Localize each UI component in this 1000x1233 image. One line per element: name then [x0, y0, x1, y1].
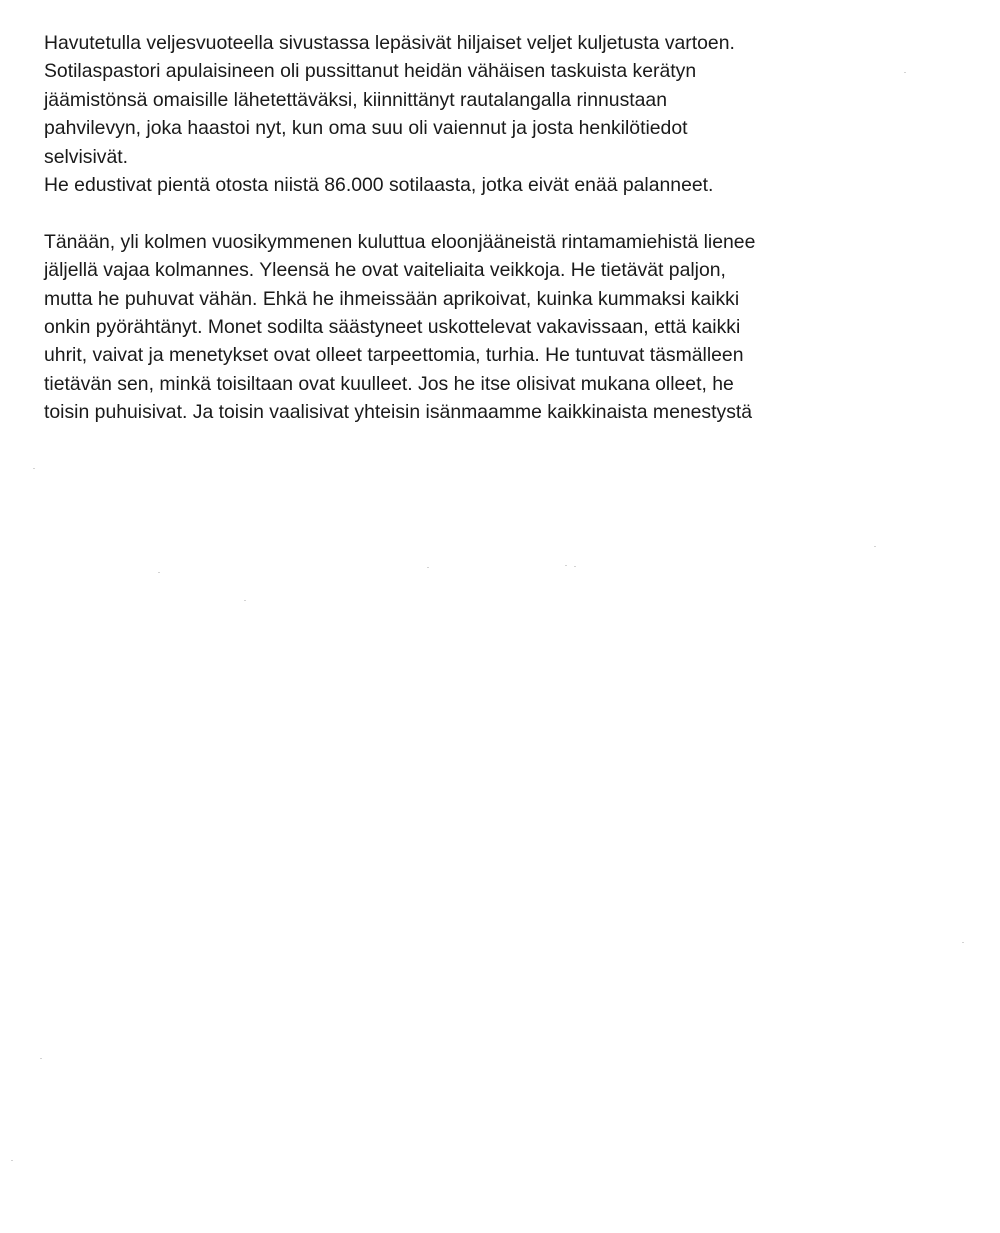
scan-speck: [574, 566, 576, 567]
text-line: pahvilevyn, joka haastoi nyt, kun oma suu oli vaiennut ja josta henkilötiedot: [44, 117, 688, 140]
text-line: Tänään, yli kolmen vuosikymmenen kuluttua eloonjääneistä rintamamiehistä lienee: [44, 230, 756, 253]
scan-speck: [244, 600, 246, 601]
text-line: uhrit, vaivat ja menetykset ovat olleet tarpeettomia, turhia. He tuntuvat täsmälleen: [44, 344, 744, 367]
text-line: Sotilaspastori apulaisineen oli pussittanut heidän vähäisen taskuista kerätyn: [44, 60, 697, 83]
text-line: tietävän sen, minkä toisiltaan ovat kuulleet. Jos he itse olisivat mukana olleet, he: [44, 372, 734, 395]
document-body: [44, 29, 944, 427]
text-line: jäljellä vajaa kolmannes. Yleensä he ovat vaiteliaita veikkoja. He tietävät paljon,: [44, 259, 726, 282]
scan-speck: [962, 942, 964, 943]
scan-speck: [874, 546, 876, 547]
scan-speck: [40, 1058, 42, 1059]
scan-speck: [427, 567, 429, 568]
text-line: mutta he puhuvat vähän. Ehkä he ihmeissään aprikoivat, kuinka kummaksi kaikki: [44, 287, 740, 310]
scan-speck: [904, 72, 906, 73]
text-line: toisin puhuisivat. Ja toisin vaalisivat yhteisin isänmaamme kaikkinaista menestystä: [44, 401, 753, 424]
scan-speck: [11, 1160, 13, 1161]
text-line: onkin pyörähtänyt. Monet sodilta säästyneet uskottelevat vakavissaan, että kaikki: [44, 316, 741, 339]
scan-speck: [565, 565, 567, 566]
scan-speck: [158, 572, 160, 573]
paragraph-2: [44, 228, 944, 427]
paragraph-gap: [44, 199, 944, 227]
text-line: jäämistönsä omaisille lähetettäväksi, kiinnittänyt rautalangalla rinnustaan: [44, 88, 668, 111]
text-line: Havutetulla veljesvuoteella sivustassa lepäsivät hiljaiset veljet kuljetusta vartoen.: [44, 32, 735, 54]
text-line: He edustivat pientä otosta niistä 86.000 sotilaasta, jotka eivät enää palanneet.: [44, 174, 714, 197]
text-line: selvisivät.: [44, 145, 129, 168]
scan-speck: [33, 468, 35, 469]
paragraph-1: [44, 29, 944, 199]
